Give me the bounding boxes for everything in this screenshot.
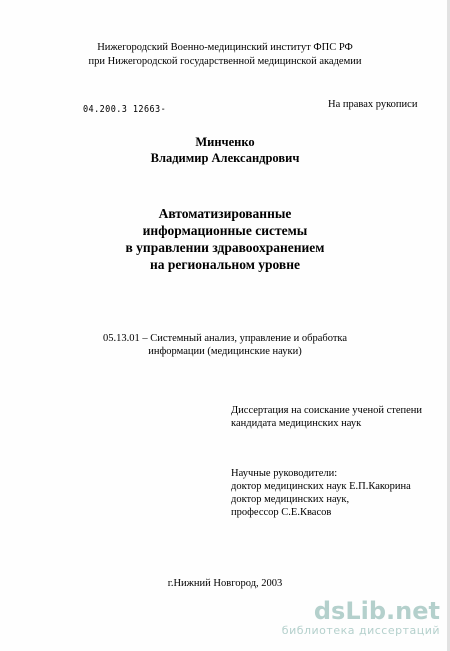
- institution-line-1: Нижегородский Военно-медицинский институт ФПС РФ: [97, 42, 353, 53]
- title-line-4: на региональном уровне: [150, 257, 300, 272]
- specialty-block: [0, 332, 450, 358]
- institution-line-2: при Нижегородской государственной медицинской академии: [88, 56, 362, 67]
- supervisors-heading: Научные руководители:: [231, 468, 338, 479]
- city-year: г.Нижний Новгород, 2003: [167, 578, 283, 589]
- dissertation-title: [0, 205, 450, 273]
- title-line-2: информационные системы: [142, 223, 308, 238]
- title-line-3: в управлении здравоохранением: [125, 240, 325, 255]
- supervisors-block: [231, 467, 411, 519]
- watermark: [282, 598, 440, 637]
- specialty-line-2: информации (медицинские науки): [148, 346, 302, 357]
- title-line-1: Автоматизированные: [158, 206, 292, 221]
- library-stamp-code: 04.200.3 12663-: [83, 104, 167, 115]
- degree-line-2: кандидата медицинских наук: [231, 418, 362, 429]
- institution-header: [0, 41, 450, 69]
- author-block: [0, 134, 450, 166]
- author-name: Владимир Александрович: [150, 151, 300, 165]
- watermark-subtitle: библиотека диссертаций: [281, 624, 440, 637]
- supervisor-line-2: доктор медицинских наук,: [231, 494, 350, 505]
- author-surname: Минченко: [195, 135, 255, 149]
- rights-notice: На правах рукописи: [328, 99, 418, 110]
- specialty-line-1: 05.13.01 – Системный анализ, управление и обработка: [102, 333, 348, 344]
- supervisor-line-1: доктор медицинских наук Е.П.Какорина: [231, 481, 411, 492]
- degree-block: [231, 404, 422, 430]
- supervisor-line-3: профессор С.Е.Квасов: [231, 507, 332, 518]
- watermark-logo: dsLib.net: [313, 597, 440, 625]
- degree-line-1: Диссертация на соискание ученой степени: [231, 405, 423, 416]
